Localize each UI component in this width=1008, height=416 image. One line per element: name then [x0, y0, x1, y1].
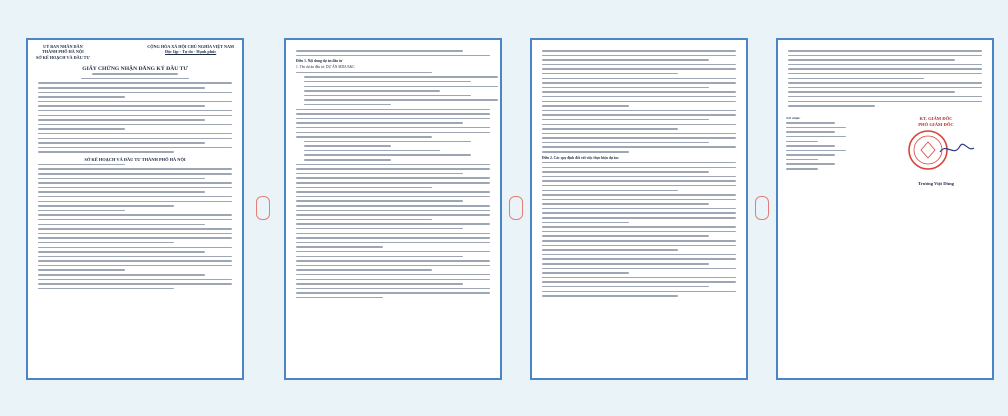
signer-title: KT. GIÁM ĐỐC [919, 115, 953, 121]
seal-mark-icon [755, 196, 769, 220]
issuer-line: THÀNH PHỐ HÀ NỘI [42, 49, 84, 55]
project-name: 1. Tên dự án đầu tư: DỰ ÁN MDA E&C [296, 65, 355, 70]
text-block [532, 162, 746, 297]
recipients-list [786, 116, 856, 186]
document-page-3[interactable] [530, 38, 748, 380]
text-block [28, 73, 242, 153]
text-block [286, 72, 500, 299]
issuer-block [36, 44, 90, 60]
text-block [778, 50, 992, 107]
document-page-1[interactable] [26, 38, 244, 380]
signer-name: Trương Việt Dũng [918, 180, 954, 186]
text-block [532, 50, 746, 153]
recipients-label: Nơi nhận: [786, 115, 801, 120]
signer-title: PHÓ GIÁM ĐỐC [918, 121, 954, 127]
document-title: GIẤY CHỨNG NHẬN ĐĂNG KÝ ĐẦU TƯ [82, 66, 188, 73]
motto-line: Độc lập - Tự do - Hạnh phúc [165, 49, 217, 55]
page-header [28, 40, 242, 60]
article-heading: Điều 1. Nội dung dự án đầu tư [296, 59, 343, 64]
motto-line: CỘNG HÒA XÃ HỘI CHỦ NGHĨA VIỆT NAM [147, 44, 234, 49]
text-block [286, 50, 500, 56]
national-motto-block [147, 44, 234, 60]
article-heading: Điều 2. Các quy định đối với việc thực hiện dự án: [542, 155, 619, 160]
seal-mark-icon [256, 196, 270, 220]
section-heading: SỞ KẾ HOẠCH VÀ ĐẦU TƯ THÀNH PHỐ HÀ NỘI [84, 156, 186, 162]
issuer-line: SỞ KẾ HOẠCH VÀ ĐẦU TƯ [36, 54, 90, 60]
signature-block [888, 116, 984, 186]
text-block [28, 164, 242, 290]
seal-mark-icon [509, 196, 523, 220]
signature-area [778, 110, 992, 186]
document-page-4[interactable] [776, 38, 994, 380]
document-page-2[interactable] [284, 38, 502, 380]
official-seal-icon [888, 128, 984, 174]
issuer-line: UỶ BAN NHÂN DÂN [43, 44, 83, 49]
